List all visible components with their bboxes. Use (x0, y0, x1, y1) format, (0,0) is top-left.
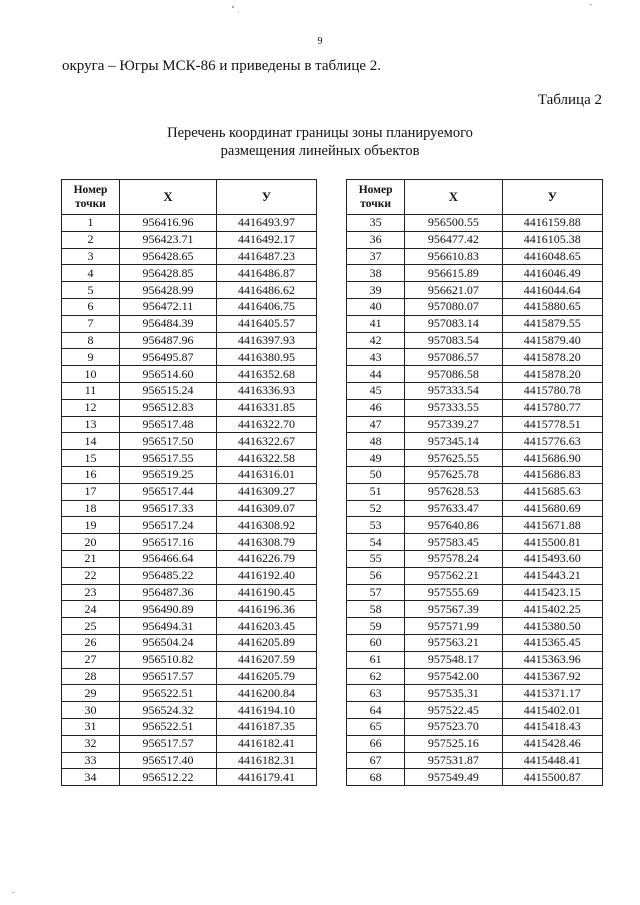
cell-point-number: 67 (347, 752, 405, 769)
cell-x: 956515.24 (120, 382, 217, 399)
cell-x: 956428.65 (120, 248, 217, 265)
table-row (62, 517, 317, 534)
cell-point-number: 34 (62, 769, 120, 786)
cell-y: 4416200.84 (217, 685, 317, 702)
cell-point-number: 60 (347, 634, 405, 651)
table-row (347, 483, 603, 500)
cell-x: 956621.07 (405, 282, 502, 299)
cell-x: 957345.14 (405, 433, 502, 450)
cell-y: 4415500.87 (502, 769, 602, 786)
table-row (62, 718, 317, 735)
cell-y: 4416182.41 (217, 735, 317, 752)
table-row (347, 534, 603, 551)
cell-point-number: 1 (62, 215, 120, 232)
cell-x: 956610.83 (405, 248, 502, 265)
table-row (62, 702, 317, 719)
cell-point-number: 13 (62, 416, 120, 433)
cell-point-number: 50 (347, 466, 405, 483)
table-row (62, 399, 317, 416)
cell-y: 4415879.55 (502, 315, 602, 332)
cell-point-number: 4 (62, 265, 120, 282)
cell-y: 4416196.36 (217, 601, 317, 618)
table-row (62, 550, 317, 567)
table-row (62, 735, 317, 752)
cell-point-number: 25 (62, 618, 120, 635)
cell-y: 4415671.88 (502, 517, 602, 534)
cell-point-number: 14 (62, 433, 120, 450)
cell-x: 957531.87 (405, 752, 502, 769)
table-row (347, 399, 603, 416)
cell-x: 957339.27 (405, 416, 502, 433)
cell-x: 956517.33 (120, 500, 217, 517)
table-body-right (347, 215, 603, 786)
cell-point-number: 43 (347, 349, 405, 366)
cell-y: 4416322.70 (217, 416, 317, 433)
cell-y: 4415443.21 (502, 567, 602, 584)
cell-x: 957333.54 (405, 382, 502, 399)
cell-x: 956472.11 (120, 298, 217, 315)
cell-y: 4416397.93 (217, 332, 317, 349)
cell-y: 4416322.67 (217, 433, 317, 450)
table-label: Таблица 2 (537, 92, 602, 108)
cell-x: 957583.45 (405, 534, 502, 551)
cell-y: 4416352.68 (217, 366, 317, 383)
cell-x: 957548.17 (405, 651, 502, 668)
table-row (347, 332, 603, 349)
cell-x: 956517.57 (120, 668, 217, 685)
cell-point-number: 21 (62, 550, 120, 567)
table-row (62, 634, 317, 651)
table-row (347, 769, 603, 786)
table-row (62, 769, 317, 786)
cell-point-number: 41 (347, 315, 405, 332)
table-row (62, 534, 317, 551)
cell-x: 957549.49 (405, 769, 502, 786)
cell-point-number: 48 (347, 433, 405, 450)
table-body-left (62, 215, 317, 786)
cell-y: 4416105.38 (502, 231, 602, 248)
table-row (62, 567, 317, 584)
header-point-line-2: точки (360, 198, 391, 210)
cell-point-number: 11 (62, 382, 120, 399)
cell-point-number: 20 (62, 534, 120, 551)
cell-x: 956485.22 (120, 567, 217, 584)
cell-y: 4415367.92 (502, 668, 602, 685)
table-row (62, 584, 317, 601)
cell-y: 4415365.45 (502, 634, 602, 651)
header-point-number (347, 180, 405, 215)
cell-y: 4416194.10 (217, 702, 317, 719)
cell-point-number: 27 (62, 651, 120, 668)
cell-point-number: 12 (62, 399, 120, 416)
cell-x: 956512.22 (120, 769, 217, 786)
cell-point-number: 10 (62, 366, 120, 383)
header-point-line-1: Номер (358, 184, 393, 196)
cell-y: 4416406.75 (217, 298, 317, 315)
cell-y: 4416309.07 (217, 500, 317, 517)
table-header-row (347, 180, 603, 215)
cell-x: 956504.24 (120, 634, 217, 651)
table-row (347, 550, 603, 567)
cell-y: 4416405.57 (217, 315, 317, 332)
page-number: 9 (317, 36, 323, 47)
cell-point-number: 37 (347, 248, 405, 265)
cell-point-number: 35 (347, 215, 405, 232)
cell-y: 4415780.78 (502, 382, 602, 399)
cell-y: 4416308.92 (217, 517, 317, 534)
cell-x: 956484.39 (120, 315, 217, 332)
cell-point-number: 23 (62, 584, 120, 601)
cell-x: 956477.42 (405, 231, 502, 248)
cell-y: 4415500.81 (502, 534, 602, 551)
cell-y: 4416205.89 (217, 634, 317, 651)
table-row (347, 500, 603, 517)
table-row (62, 265, 317, 282)
cell-y: 4415493.60 (502, 550, 602, 567)
cell-point-number: 39 (347, 282, 405, 299)
table-row (62, 752, 317, 769)
cell-y: 4416207.59 (217, 651, 317, 668)
cell-y: 4415428.46 (502, 735, 602, 752)
table-row (347, 634, 603, 651)
table-row (347, 315, 603, 332)
cell-point-number: 31 (62, 718, 120, 735)
scan-artifact (12, 892, 14, 893)
cell-point-number: 6 (62, 298, 120, 315)
header-point-number (62, 180, 120, 215)
cell-x: 957625.55 (405, 450, 502, 467)
cell-point-number: 54 (347, 534, 405, 551)
table-row (347, 651, 603, 668)
table-row (62, 282, 317, 299)
header-y: У (217, 180, 317, 215)
table-row (62, 668, 317, 685)
cell-y: 4415780.77 (502, 399, 602, 416)
cell-x: 956522.51 (120, 718, 217, 735)
cell-y: 4416309.27 (217, 483, 317, 500)
cell-point-number: 22 (62, 567, 120, 584)
table-row (62, 332, 317, 349)
cell-point-number: 64 (347, 702, 405, 719)
cell-point-number: 8 (62, 332, 120, 349)
table-row (347, 752, 603, 769)
cell-x: 957333.55 (405, 399, 502, 416)
cell-x: 957625.78 (405, 466, 502, 483)
cell-y: 4416182.31 (217, 752, 317, 769)
cell-x: 956466.64 (120, 550, 217, 567)
cell-y: 4416048.65 (502, 248, 602, 265)
table-row (62, 651, 317, 668)
cell-x: 956490.89 (120, 601, 217, 618)
table-row (347, 265, 603, 282)
table-row (347, 450, 603, 467)
cell-y: 4416308.79 (217, 534, 317, 551)
cell-x: 956524.32 (120, 702, 217, 719)
table-row (347, 366, 603, 383)
cell-x: 956517.16 (120, 534, 217, 551)
table-row (347, 466, 603, 483)
cell-point-number: 28 (62, 668, 120, 685)
table-row (62, 450, 317, 467)
header-point-line-1: Номер (73, 184, 108, 196)
header-point-line-2: точки (75, 198, 106, 210)
table-row (62, 349, 317, 366)
cell-y: 4416226.79 (217, 550, 317, 567)
cell-point-number: 38 (347, 265, 405, 282)
table-row (347, 702, 603, 719)
cell-point-number: 40 (347, 298, 405, 315)
cell-y: 4415402.01 (502, 702, 602, 719)
cell-x: 956517.24 (120, 517, 217, 534)
cell-point-number: 29 (62, 685, 120, 702)
cell-y: 4416205.79 (217, 668, 317, 685)
cell-point-number: 58 (347, 601, 405, 618)
cell-y: 4416190.45 (217, 584, 317, 601)
header-x: X (405, 180, 502, 215)
title-line-1: Перечень координат границы зоны планируемого (167, 125, 473, 141)
table-header-row (62, 180, 317, 215)
cell-point-number: 2 (62, 231, 120, 248)
cell-point-number: 53 (347, 517, 405, 534)
cell-point-number: 15 (62, 450, 120, 467)
cell-x: 957571.99 (405, 618, 502, 635)
table-row (62, 466, 317, 483)
cell-x: 957522.45 (405, 702, 502, 719)
table-row (347, 735, 603, 752)
cell-x: 957542.00 (405, 668, 502, 685)
cell-x: 956423.71 (120, 231, 217, 248)
cell-y: 4415878.20 (502, 366, 602, 383)
cell-y: 4416493.97 (217, 215, 317, 232)
cell-y: 4416487.23 (217, 248, 317, 265)
cell-x: 956487.96 (120, 332, 217, 349)
title-line-2: размещения линейных объектов (220, 143, 420, 159)
cell-point-number: 17 (62, 483, 120, 500)
coordinates-table-left (61, 179, 317, 786)
cell-point-number: 59 (347, 618, 405, 635)
cell-point-number: 65 (347, 718, 405, 735)
cell-x: 957578.24 (405, 550, 502, 567)
table-row (62, 231, 317, 248)
cell-y: 4416486.62 (217, 282, 317, 299)
table-row (62, 416, 317, 433)
cell-y: 4415879.40 (502, 332, 602, 349)
coordinates-table-right (346, 179, 603, 786)
cell-point-number: 66 (347, 735, 405, 752)
cell-x: 956517.55 (120, 450, 217, 467)
cell-point-number: 47 (347, 416, 405, 433)
cell-x: 956428.99 (120, 282, 217, 299)
cell-y: 4416331.85 (217, 399, 317, 416)
cell-y: 4415363.96 (502, 651, 602, 668)
table-row (62, 618, 317, 635)
table-row (62, 685, 317, 702)
cell-point-number: 55 (347, 550, 405, 567)
cell-point-number: 3 (62, 248, 120, 265)
table-row (347, 416, 603, 433)
table-row (62, 500, 317, 517)
table-row (62, 601, 317, 618)
cell-point-number: 51 (347, 483, 405, 500)
cell-x: 956517.40 (120, 752, 217, 769)
cell-point-number: 45 (347, 382, 405, 399)
table-row (62, 215, 317, 232)
scan-artifact (238, 12, 239, 13)
cell-y: 4416492.17 (217, 231, 317, 248)
cell-x: 957633.47 (405, 500, 502, 517)
cell-x: 957567.39 (405, 601, 502, 618)
cell-y: 4416192.40 (217, 567, 317, 584)
cell-point-number: 33 (62, 752, 120, 769)
cell-y: 4416187.35 (217, 718, 317, 735)
cell-point-number: 52 (347, 500, 405, 517)
cell-x: 956416.96 (120, 215, 217, 232)
cell-y: 4415448.41 (502, 752, 602, 769)
table-row (347, 282, 603, 299)
table-row (62, 433, 317, 450)
cell-point-number: 30 (62, 702, 120, 719)
cell-point-number: 46 (347, 399, 405, 416)
table-row (347, 718, 603, 735)
cell-x: 956495.87 (120, 349, 217, 366)
cell-y: 4415878.20 (502, 349, 602, 366)
table-row (347, 248, 603, 265)
table-row (347, 601, 603, 618)
cell-x: 956510.82 (120, 651, 217, 668)
cell-y: 4415686.90 (502, 450, 602, 467)
cell-x: 956487.36 (120, 584, 217, 601)
cell-x: 956494.31 (120, 618, 217, 635)
cell-point-number: 68 (347, 769, 405, 786)
cell-x: 956500.55 (405, 215, 502, 232)
header-y: У (502, 180, 602, 215)
table-row (347, 567, 603, 584)
table-row (62, 483, 317, 500)
table-row (62, 382, 317, 399)
cell-y: 4415680.69 (502, 500, 602, 517)
cell-point-number: 63 (347, 685, 405, 702)
cell-x: 956512.83 (120, 399, 217, 416)
cell-y: 4415380.50 (502, 618, 602, 635)
scan-artifact (232, 6, 234, 8)
cell-y: 4415402.25 (502, 601, 602, 618)
table-title (0, 124, 640, 160)
cell-x: 957562.21 (405, 567, 502, 584)
header-x: X (120, 180, 217, 215)
cell-x: 956428.85 (120, 265, 217, 282)
cell-y: 4415880.65 (502, 298, 602, 315)
cell-y: 4416322.58 (217, 450, 317, 467)
cell-y: 4415776.63 (502, 433, 602, 450)
cell-point-number: 16 (62, 466, 120, 483)
cell-y: 4415778.51 (502, 416, 602, 433)
cell-x: 956517.57 (120, 735, 217, 752)
cell-y: 4416316.01 (217, 466, 317, 483)
cell-y: 4415423.15 (502, 584, 602, 601)
cell-x: 957640.86 (405, 517, 502, 534)
cell-point-number: 26 (62, 634, 120, 651)
table-row (62, 366, 317, 383)
cell-point-number: 7 (62, 315, 120, 332)
cell-x: 957080.07 (405, 298, 502, 315)
cell-x: 956615.89 (405, 265, 502, 282)
cell-x: 957555.69 (405, 584, 502, 601)
cell-point-number: 49 (347, 450, 405, 467)
cell-point-number: 32 (62, 735, 120, 752)
table-row (62, 315, 317, 332)
cell-x: 957535.31 (405, 685, 502, 702)
cell-x: 957083.54 (405, 332, 502, 349)
cell-point-number: 18 (62, 500, 120, 517)
cell-y: 4416380.95 (217, 349, 317, 366)
cell-point-number: 36 (347, 231, 405, 248)
cell-x: 957086.58 (405, 366, 502, 383)
cell-point-number: 9 (62, 349, 120, 366)
cell-y: 4416203.45 (217, 618, 317, 635)
cell-point-number: 62 (347, 668, 405, 685)
cell-y: 4416179.41 (217, 769, 317, 786)
cell-point-number: 57 (347, 584, 405, 601)
cell-point-number: 5 (62, 282, 120, 299)
table-row (347, 618, 603, 635)
table-row (347, 298, 603, 315)
cell-x: 956517.48 (120, 416, 217, 433)
cell-point-number: 24 (62, 601, 120, 618)
cell-x: 957525.16 (405, 735, 502, 752)
cell-y: 4416159.88 (502, 215, 602, 232)
cell-x: 957086.57 (405, 349, 502, 366)
table-row (62, 298, 317, 315)
table-row (347, 231, 603, 248)
cell-x: 956514.60 (120, 366, 217, 383)
cell-y: 4415418.43 (502, 718, 602, 735)
table-row (347, 584, 603, 601)
cell-x: 957083.14 (405, 315, 502, 332)
cell-x: 957563.21 (405, 634, 502, 651)
table-row (347, 349, 603, 366)
table-row (347, 382, 603, 399)
cell-x: 957628.53 (405, 483, 502, 500)
cell-point-number: 61 (347, 651, 405, 668)
cell-y: 4416486.87 (217, 265, 317, 282)
intro-text: округа – Югры МСК-86 и приведены в таблице 2. (62, 58, 382, 74)
cell-y: 4416044.64 (502, 282, 602, 299)
cell-x: 956517.50 (120, 433, 217, 450)
scan-artifact (590, 4, 592, 5)
table-row (62, 248, 317, 265)
table-row (347, 433, 603, 450)
cell-x: 956517.44 (120, 483, 217, 500)
cell-point-number: 56 (347, 567, 405, 584)
cell-point-number: 44 (347, 366, 405, 383)
cell-y: 4416046.49 (502, 265, 602, 282)
cell-x: 956522.51 (120, 685, 217, 702)
table-row (347, 668, 603, 685)
cell-y: 4415685.63 (502, 483, 602, 500)
cell-point-number: 42 (347, 332, 405, 349)
table-row (347, 215, 603, 232)
cell-point-number: 19 (62, 517, 120, 534)
table-row (347, 517, 603, 534)
cell-y: 4415686.83 (502, 466, 602, 483)
table-row (347, 685, 603, 702)
cell-x: 956519.25 (120, 466, 217, 483)
cell-y: 4415371.17 (502, 685, 602, 702)
cell-x: 957523.70 (405, 718, 502, 735)
cell-y: 4416336.93 (217, 382, 317, 399)
